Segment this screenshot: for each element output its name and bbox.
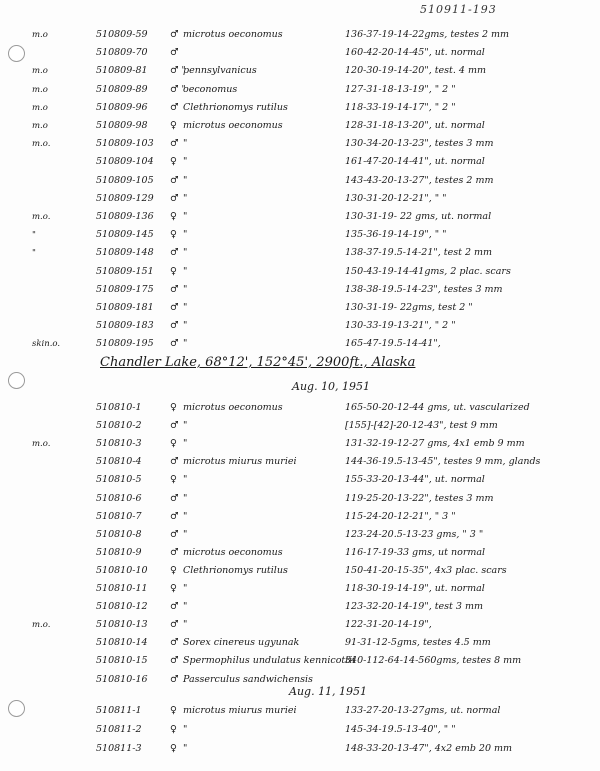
- measurements: 118-30-19-14-19", ut. normal: [345, 583, 485, 594]
- specimen-number: 510809-96: [96, 101, 148, 113]
- specimen-row: [0, 400, 600, 417]
- sex-symbol: ♀: [170, 402, 177, 413]
- catalog-prefix: ": [32, 248, 36, 259]
- measurements: 150-41-20-15-35", 4x3 plac. scars: [345, 564, 507, 576]
- species-name: Passerculus sandwichensis: [183, 673, 313, 685]
- specimen-row: [0, 227, 600, 244]
- specimen-number: 510809-136: [96, 211, 154, 222]
- specimen-number: 510810-10: [96, 564, 148, 576]
- species-name: ": [183, 601, 188, 613]
- specimen-row: [0, 653, 600, 670]
- specimen-number: 510809-195: [96, 338, 154, 350]
- sex-symbol: ♂: [170, 320, 179, 332]
- species-name: microtus miurus muriei: [183, 456, 297, 468]
- specimen-number: 510809-175: [96, 283, 154, 295]
- species-name: oeconomus: [183, 83, 238, 95]
- species-name: ": [183, 510, 188, 522]
- sex-symbol: ♀: [170, 211, 177, 222]
- page-reference: 510911-193: [420, 3, 497, 16]
- specimen-row: [0, 491, 600, 508]
- sex-symbol: ♂: [170, 619, 179, 631]
- sex-symbol: ♂: [170, 47, 179, 59]
- specimen-number: 510810-12: [96, 601, 148, 613]
- species-name: ": [183, 156, 188, 168]
- specimen-row: [0, 336, 600, 353]
- sex-symbol: ♂: [170, 492, 179, 504]
- specimen-row: [0, 100, 600, 117]
- catalog-prefix: m.o.: [32, 439, 51, 450]
- sex-symbol: ♀: [170, 474, 177, 486]
- sex-symbol: ♀: [170, 438, 177, 450]
- sex-symbol: ♂: [170, 247, 179, 259]
- measurements: 340-112-64-14-560gms, testes 8 mm: [345, 655, 522, 667]
- measurements: 91-31-12-5gms, testes 4.5 mm: [345, 637, 491, 649]
- date-heading-2: Aug. 11, 1951: [289, 685, 368, 698]
- measurements: 118-33-19-14-17", " 2 ": [345, 101, 456, 113]
- specimen-row: [0, 635, 600, 652]
- sex-symbol: ♀: [170, 724, 177, 735]
- specimen-row: [0, 617, 600, 634]
- specimen-row: [0, 82, 600, 99]
- measurements: 150-43-19-14-41gms, 2 plac. scars: [345, 265, 511, 277]
- specimen-number: 510809-129: [96, 192, 154, 204]
- species-name: ": [183, 420, 188, 432]
- measurements: 120-30-19-14-20", test. 4 mm: [345, 65, 486, 77]
- measurements: 123-32-20-14-19", test 3 mm: [345, 601, 483, 613]
- sex-symbol: ♂: [170, 174, 179, 186]
- specimen-number: 510810-8: [96, 528, 142, 540]
- specimen-number: 510810-3: [96, 438, 142, 450]
- measurements: [155]-[42]-20-12-43", test 9 mm: [345, 420, 498, 432]
- specimen-number: 510810-14: [96, 637, 148, 649]
- catalog-prefix: m.o: [32, 84, 48, 95]
- specimen-row: [0, 722, 600, 739]
- sex-symbol: ♀: [170, 564, 177, 576]
- species-name: ": [183, 265, 188, 277]
- specimen-row: [0, 45, 600, 62]
- specimen-number: 510810-15: [96, 655, 148, 667]
- species-name: ": [183, 192, 188, 204]
- sex-symbol: ♂ ": [170, 83, 186, 95]
- date-heading-1: Aug. 10, 1951: [292, 380, 371, 393]
- measurements: 138-37-19.5-14-21", test 2 mm: [345, 247, 493, 259]
- specimen-number: 510810-1: [96, 402, 142, 413]
- specimen-number: 510810-11: [96, 583, 148, 594]
- sex-symbol: ♂: [170, 673, 179, 685]
- specimen-row: [0, 136, 600, 153]
- specimen-number: 510810-7: [96, 510, 142, 522]
- species-name: ": [183, 583, 188, 594]
- specimen-number: 510809-151: [96, 265, 154, 277]
- species-name: ": [183, 320, 188, 332]
- species-name: microtus oeconomus: [183, 120, 283, 131]
- specimen-number: 510809-81: [96, 65, 148, 77]
- specimen-number: 510811-2: [96, 724, 142, 735]
- specimen-number: 510809-59: [96, 29, 148, 40]
- measurements: 130-31-20-12-21", " ": [345, 192, 447, 204]
- species-name: ": [183, 743, 188, 754]
- sex-symbol: ♂: [170, 138, 179, 150]
- species-name: microtus oeconomus: [183, 402, 283, 413]
- sex-symbol: ♂: [170, 655, 179, 667]
- measurements: 116-17-19-33 gms, ut normal: [345, 546, 486, 558]
- specimen-row: [0, 191, 600, 208]
- measurements: 136-37-19-14-22gms, testes 2 mm: [345, 29, 510, 40]
- specimen-row: [0, 509, 600, 526]
- measurements: 127-31-18-13-19", " 2 ": [345, 83, 456, 95]
- species-name: microtus miurus muriei: [183, 705, 297, 716]
- measurements: 143-43-20-13-27", testes 2 mm: [345, 174, 494, 186]
- sex-symbol: ♂: [170, 302, 179, 313]
- sex-symbol: ♂ ": [170, 65, 186, 77]
- sex-symbol: ♀: [170, 265, 177, 277]
- measurements: 130-31-19- 22gms, test 2 ": [345, 302, 473, 313]
- measurements: 123-24-20.5-13-23 gms, " 3 ": [345, 528, 484, 540]
- measurements: 145-34-19.5-13-40", " ": [345, 724, 456, 735]
- specimen-number: 510809-89: [96, 83, 148, 95]
- specimen-row: [0, 454, 600, 471]
- species-name: ": [183, 247, 188, 259]
- species-name: ": [183, 438, 188, 450]
- specimen-number: 510810-9: [96, 546, 142, 558]
- catalog-prefix: m.o.: [32, 212, 51, 222]
- species-name: microtus oeconomus: [183, 29, 283, 40]
- specimen-row: [0, 741, 600, 758]
- specimen-row: [0, 27, 600, 44]
- sex-symbol: ♀: [170, 120, 177, 131]
- specimen-number: 510809-103: [96, 138, 154, 150]
- specimen-row: [0, 245, 600, 262]
- specimen-row: [0, 318, 600, 335]
- sex-symbol: ♀: [170, 583, 177, 594]
- sex-symbol: ♂: [170, 601, 179, 613]
- measurements: 138-38-19.5-14-23", testes 3 mm: [345, 283, 503, 295]
- specimen-row: [0, 300, 600, 317]
- measurements: 160-42-20-14-45", ut. normal: [345, 47, 485, 59]
- specimen-row: [0, 154, 600, 171]
- measurements: 133-27-20-13-27gms, ut. normal: [345, 705, 501, 716]
- catalog-prefix: ": [32, 230, 36, 241]
- measurements: 122-31-20-14-19",: [345, 619, 432, 631]
- specimen-number: 510809-145: [96, 229, 154, 241]
- species-name: ": [183, 138, 188, 150]
- species-name: ": [183, 619, 188, 631]
- measurements: 128-31-18-13-20", ut. normal: [345, 120, 485, 131]
- specimen-row: [0, 63, 600, 80]
- specimen-number: 510809-105: [96, 174, 154, 186]
- specimen-number: 510809-98: [96, 120, 148, 131]
- specimen-row: [0, 703, 600, 720]
- measurements: 165-50-20-12-44 gms, ut. vascularized: [345, 402, 530, 413]
- species-name: Clethrionomys rutilus: [183, 101, 288, 113]
- species-name: pennsylvanicus: [183, 65, 257, 77]
- specimen-row: [0, 472, 600, 489]
- specimen-number: 510809-70: [96, 47, 148, 59]
- species-name: ": [183, 211, 188, 222]
- specimen-row: [0, 545, 600, 562]
- specimen-number: 510811-3: [96, 743, 142, 754]
- measurements: 161-47-20-14-41", ut. normal: [345, 156, 485, 168]
- punch-hole-icon: [8, 372, 25, 389]
- measurements: 131-32-19-12-27 gms, 4x1 emb 9 mm: [345, 438, 525, 450]
- measurements: 130-34-20-13-23", testes 3 mm: [345, 138, 494, 150]
- specimen-row: [0, 173, 600, 190]
- specimen-row: [0, 527, 600, 544]
- measurements: 130-33-19-13-21", " 2 ": [345, 320, 456, 332]
- sex-symbol: ♂: [170, 546, 179, 558]
- sex-symbol: ♂: [170, 29, 179, 40]
- catalog-prefix: skin.o.: [32, 339, 61, 350]
- species-name: ": [183, 492, 188, 504]
- sex-symbol: ♂: [170, 338, 179, 350]
- species-name: ": [183, 474, 188, 486]
- species-name: ": [183, 229, 188, 241]
- sex-symbol: ♂: [170, 283, 179, 295]
- specimen-row: [0, 282, 600, 299]
- measurements: 155-33-20-13-44", ut. normal: [345, 474, 485, 486]
- measurements: 130-31-19- 22 gms, ut. normal: [345, 211, 492, 222]
- species-name: Sorex cinereus ugyunak: [183, 637, 300, 649]
- locality-heading: Chandler Lake, 68°12', 152°45', 2900ft., Alaska: [100, 355, 416, 370]
- specimen-row: [0, 264, 600, 281]
- measurements: 148-33-20-13-47", 4x2 emb 20 mm: [345, 743, 513, 754]
- sex-symbol: ♂: [170, 420, 179, 432]
- sex-symbol: ♂: [170, 528, 179, 540]
- specimen-row: [0, 563, 600, 580]
- specimen-row: [0, 436, 600, 453]
- species-name: Spermophilus undulatus kennicottii: [183, 655, 356, 667]
- species-name: ": [183, 283, 188, 295]
- specimen-number: 510809-183: [96, 320, 154, 332]
- species-name: ": [183, 174, 188, 186]
- specimen-number: 510809-148: [96, 247, 154, 259]
- sex-symbol: ♂: [170, 510, 179, 522]
- measurements: 119-25-20-13-22", testes 3 mm: [345, 492, 494, 504]
- specimen-row: [0, 118, 600, 135]
- sex-symbol: ♀: [170, 156, 177, 168]
- specimen-row: [0, 418, 600, 435]
- specimen-row: [0, 599, 600, 616]
- species-name: ": [183, 302, 188, 313]
- catalog-prefix: m.o.: [32, 620, 51, 631]
- specimen-number: 510809-181: [96, 302, 154, 313]
- specimen-number: 510810-5: [96, 474, 142, 486]
- sex-symbol: ♂: [170, 192, 179, 204]
- measurements: 165-47-19.5-14-41",: [345, 338, 441, 350]
- specimen-number: 510810-2: [96, 420, 142, 432]
- specimen-number: 510810-6: [96, 492, 142, 504]
- sex-symbol: ♂: [170, 101, 179, 113]
- species-name: ": [183, 528, 188, 540]
- measurements: 115-24-20-12-21", " 3 ": [345, 510, 456, 522]
- species-name: microtus oeconomus: [183, 546, 283, 558]
- specimen-row: [0, 581, 600, 598]
- specimen-number: 510810-13: [96, 619, 148, 631]
- catalog-prefix: m.o: [32, 121, 48, 131]
- species-name: ": [183, 338, 188, 350]
- sex-symbol: ♀: [170, 229, 177, 241]
- catalog-prefix: m.o: [32, 102, 48, 113]
- specimen-number: 510810-16: [96, 673, 148, 685]
- catalog-prefix: m.o: [32, 30, 48, 40]
- sex-symbol: ♂: [170, 456, 179, 468]
- species-name: ": [183, 724, 188, 735]
- sex-symbol: ♀: [170, 705, 177, 716]
- specimen-number: 510809-104: [96, 156, 154, 168]
- sex-symbol: ♀: [170, 743, 177, 754]
- sex-symbol: ♂: [170, 637, 179, 649]
- measurements: 135-36-19-14-19", " ": [345, 229, 447, 241]
- measurements: 144-36-19.5-13-45", testes 9 mm, glands: [345, 456, 541, 468]
- catalog-prefix: m.o.: [32, 139, 51, 150]
- catalog-prefix: m.o: [32, 66, 48, 77]
- specimen-number: 510811-1: [96, 705, 142, 716]
- species-name: Clethrionomys rutilus: [183, 564, 288, 576]
- specimen-number: 510810-4: [96, 456, 142, 468]
- specimen-row: [0, 209, 600, 226]
